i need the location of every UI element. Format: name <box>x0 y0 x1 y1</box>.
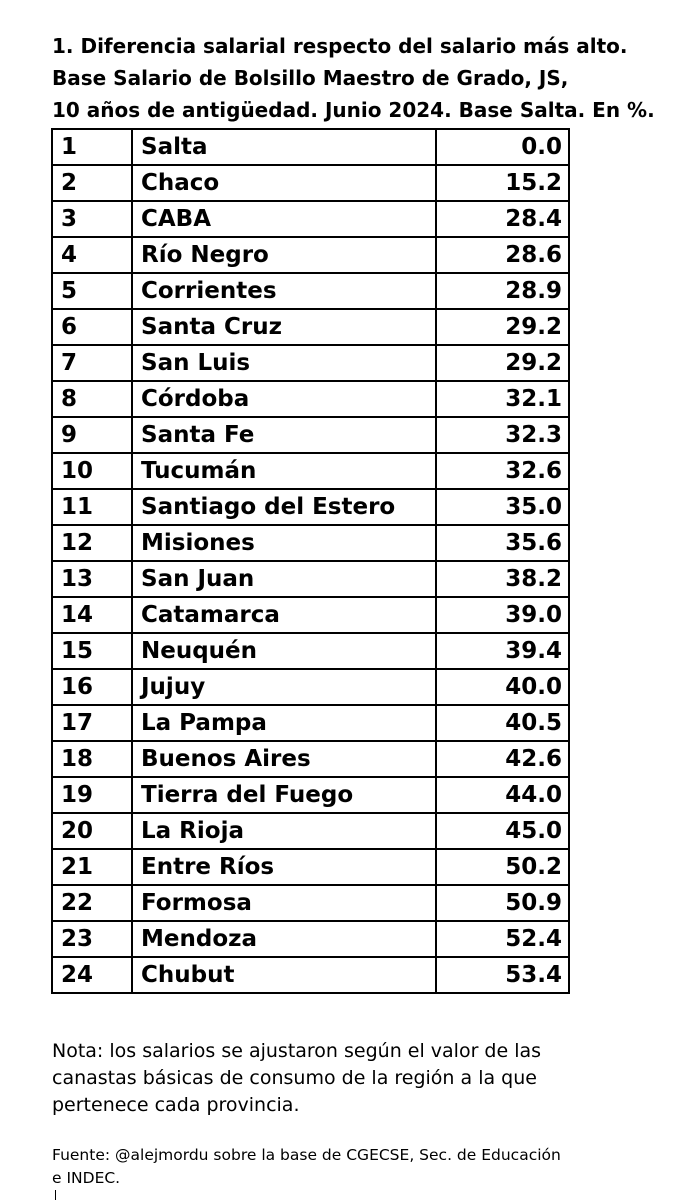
source-line-2: e INDEC. <box>52 1169 121 1187</box>
rank-cell: 9 <box>52 417 132 453</box>
value-cell: 32.6 <box>436 453 569 489</box>
table-row <box>52 381 569 417</box>
value-cell: 29.2 <box>436 345 569 381</box>
province-cell: Formosa <box>132 885 436 921</box>
value-cell: 44.0 <box>436 777 569 813</box>
province-cell: Santa Cruz <box>132 309 436 345</box>
value-cell: 40.0 <box>436 669 569 705</box>
rank-cell: 11 <box>52 489 132 525</box>
value-cell: 35.0 <box>436 489 569 525</box>
rank-cell: 18 <box>52 741 132 777</box>
province-cell: Tierra del Fuego <box>132 777 436 813</box>
rank-cell: 12 <box>52 525 132 561</box>
province-cell: Misiones <box>132 525 436 561</box>
rank-cell: 10 <box>52 453 132 489</box>
province-cell: Chubut <box>132 957 436 993</box>
table-body <box>52 129 569 993</box>
table-row <box>52 633 569 669</box>
value-cell: 28.6 <box>436 237 569 273</box>
value-cell: 29.2 <box>436 309 569 345</box>
value-cell: 15.2 <box>436 165 569 201</box>
value-cell: 50.9 <box>436 885 569 921</box>
value-cell: 42.6 <box>436 741 569 777</box>
table-row <box>52 669 569 705</box>
table-row <box>52 597 569 633</box>
province-cell: Corrientes <box>132 273 436 309</box>
value-cell: 0.0 <box>436 129 569 165</box>
rank-cell: 19 <box>52 777 132 813</box>
province-cell: Chaco <box>132 165 436 201</box>
province-cell: Río Negro <box>132 237 436 273</box>
source-text <box>52 1144 672 1190</box>
province-cell: Santa Fe <box>132 417 436 453</box>
province-cell: Salta <box>132 129 436 165</box>
rank-cell: 15 <box>52 633 132 669</box>
province-cell: Tucumán <box>132 453 436 489</box>
rank-cell: 23 <box>52 921 132 957</box>
rank-cell: 21 <box>52 849 132 885</box>
rank-cell: 16 <box>52 669 132 705</box>
table-row <box>52 957 569 993</box>
value-cell: 50.2 <box>436 849 569 885</box>
source-line-1: Fuente: @alejmordu sobre la base de CGECSE, Sec. de Educación <box>52 1146 561 1164</box>
rank-cell: 20 <box>52 813 132 849</box>
table-row <box>52 777 569 813</box>
table-row <box>52 849 569 885</box>
province-cell: San Luis <box>132 345 436 381</box>
province-cell: La Pampa <box>132 705 436 741</box>
province-cell: Catamarca <box>132 597 436 633</box>
document-title <box>52 30 692 126</box>
table-row <box>52 525 569 561</box>
rank-cell: 24 <box>52 957 132 993</box>
value-cell: 39.0 <box>436 597 569 633</box>
value-cell: 40.5 <box>436 705 569 741</box>
rank-cell: 2 <box>52 165 132 201</box>
table-row <box>52 453 569 489</box>
table-row <box>52 165 569 201</box>
table-row <box>52 741 569 777</box>
rank-cell: 6 <box>52 309 132 345</box>
value-cell: 32.3 <box>436 417 569 453</box>
value-cell: 52.4 <box>436 921 569 957</box>
table-row <box>52 345 569 381</box>
value-cell: 39.4 <box>436 633 569 669</box>
note-text <box>52 1038 652 1119</box>
province-cell: Santiago del Estero <box>132 489 436 525</box>
province-cell: Jujuy <box>132 669 436 705</box>
table-row <box>52 921 569 957</box>
rank-cell: 7 <box>52 345 132 381</box>
table-row <box>52 237 569 273</box>
title-line-3: 10 años de antigüedad. Junio 2024. Base Salta. En %. <box>52 98 655 122</box>
table-row <box>52 813 569 849</box>
value-cell: 32.1 <box>436 381 569 417</box>
province-cell: Córdoba <box>132 381 436 417</box>
province-cell: La Rioja <box>132 813 436 849</box>
value-cell: 35.6 <box>436 525 569 561</box>
salary-difference-table <box>51 128 570 994</box>
province-cell: Buenos Aires <box>132 741 436 777</box>
text-cursor <box>55 1190 56 1200</box>
table-row <box>52 705 569 741</box>
rank-cell: 4 <box>52 237 132 273</box>
value-cell: 28.4 <box>436 201 569 237</box>
rank-cell: 3 <box>52 201 132 237</box>
value-cell: 38.2 <box>436 561 569 597</box>
rank-cell: 22 <box>52 885 132 921</box>
table-row <box>52 417 569 453</box>
rank-cell: 1 <box>52 129 132 165</box>
province-cell: CABA <box>132 201 436 237</box>
table-row <box>52 885 569 921</box>
rank-cell: 13 <box>52 561 132 597</box>
note-line-2: canastas básicas de consumo de la región a la que <box>52 1067 537 1089</box>
table-row <box>52 273 569 309</box>
province-cell: Mendoza <box>132 921 436 957</box>
rank-cell: 17 <box>52 705 132 741</box>
rank-cell: 14 <box>52 597 132 633</box>
title-line-2: Base Salario de Bolsillo Maestro de Grado, JS, <box>52 66 569 90</box>
value-cell: 28.9 <box>436 273 569 309</box>
table-row <box>52 129 569 165</box>
province-cell: Entre Ríos <box>132 849 436 885</box>
rank-cell: 5 <box>52 273 132 309</box>
title-line-1: 1. Diferencia salarial respecto del salario más alto. <box>52 34 628 58</box>
table-row <box>52 201 569 237</box>
rank-cell: 8 <box>52 381 132 417</box>
table-row <box>52 309 569 345</box>
table-row <box>52 561 569 597</box>
value-cell: 53.4 <box>436 957 569 993</box>
note-line-1: Nota: los salarios se ajustaron según el valor de las <box>52 1040 542 1062</box>
table-row <box>52 489 569 525</box>
value-cell: 45.0 <box>436 813 569 849</box>
province-cell: Neuquén <box>132 633 436 669</box>
province-cell: San Juan <box>132 561 436 597</box>
note-line-3: pertenece cada provincia. <box>52 1094 300 1116</box>
